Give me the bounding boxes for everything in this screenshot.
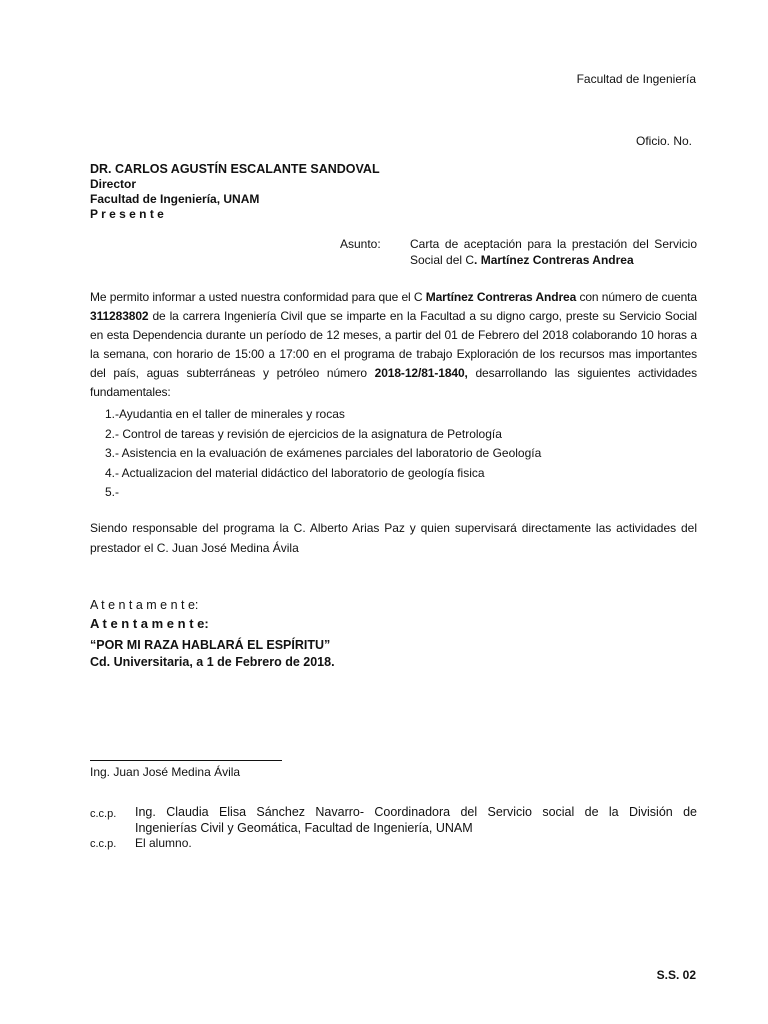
cc-recipient-line-1: Ing. Claudia Elisa Sánchez Navarro- Coordinadora del Servicio social de la División de: [135, 805, 697, 819]
closing-paragraph: Siendo responsable del programa la C. Alberto Arias Paz y quien supervisará directamente las actividades del prestador el C. Juan José Medina Ávila: [90, 521, 697, 555]
signatory-name: Ing. Juan José Medina Ávila: [90, 765, 241, 779]
signature-line: [90, 760, 282, 761]
cc-recipient-student: El alumno.: [135, 836, 192, 850]
addressee-name: DR. CARLOS AGUSTÍN ESCALANTE SANDOVAL: [90, 162, 380, 176]
oficio-number: Oficio. No.: [635, 134, 692, 148]
place-date: Cd. Universitaria, a 1 de Febrero de 2018.: [90, 655, 335, 669]
subject-student-name: . Martínez Contreras Andrea: [474, 253, 634, 267]
subject-line-2: [410, 253, 634, 267]
faculty-header: Facultad de Ingeniería: [576, 72, 696, 86]
subject-line-1: Carta de aceptación para la prestación del Servicio: [410, 237, 697, 251]
subject-prefix: Social del C: [410, 253, 475, 267]
addressee-role: Director: [90, 177, 137, 191]
presente-label: P r e s e n t e: [90, 207, 164, 221]
cc-label: c.c.p.: [90, 838, 117, 850]
list-item: 4.- Actualizacion del material didáctico del laboratorio de geología fisica: [105, 465, 485, 480]
document-code: S.S. 02: [656, 968, 696, 982]
subject-label: Asunto:: [340, 237, 381, 251]
addressee-institution: Facultad de Ingeniería, UNAM: [90, 192, 260, 206]
cc-label: c.c.p.: [90, 808, 117, 820]
motto: “POR MI RAZA HABLARÁ EL ESPÍRITU”: [90, 638, 331, 652]
activities-list: [105, 405, 541, 503]
atentamente-plain: A t e n t a m e n t e:: [90, 598, 199, 612]
student-name: Martínez Contreras Andrea: [425, 290, 577, 304]
list-item: 2.- Control de tareas y revisión de ejercicios de la asignatura de Petrología: [105, 426, 502, 441]
body-text-1: Me permito informar a usted nuestra conformidad para que el C: [90, 290, 426, 304]
list-item: 1.-Ayudantia en el taller de minerales y rocas: [105, 407, 345, 421]
list-item: 5.-: [105, 485, 120, 499]
list-item: 3.- Asistencia en la evaluación de exámenes parciales del laboratorio de Geología: [105, 446, 542, 460]
body-paragraph: [90, 288, 697, 402]
program-number: 2018-12/81-1840,: [374, 366, 468, 380]
atentamente-bold: A t e n t a m e n t e:: [90, 616, 209, 631]
body-text-4: desarrollando las siguientes actividades fundamentales:: [90, 366, 697, 399]
body-text-2: con número de cuenta: [576, 290, 697, 304]
body-text-3: de la carrera Ingeniería Civil que se imparte en la Facultad a su digno cargo, preste su Servicio Social en esta Dependencia durante un período de 12 meses, a partir del 01 de Febrero del 2018 colaborando 10 horas a la semana, con horario de 15:00 a 17:00 en el programa de trabajo Exploración de los recursos mas importantes del país, aguas subterráneas y petróleo número: [90, 309, 697, 380]
cc-recipient-line-2: Ingenierías Civil y Geomática, Facultad de Ingeniería, UNAM: [135, 821, 473, 835]
account-number: 311283802: [90, 309, 149, 323]
